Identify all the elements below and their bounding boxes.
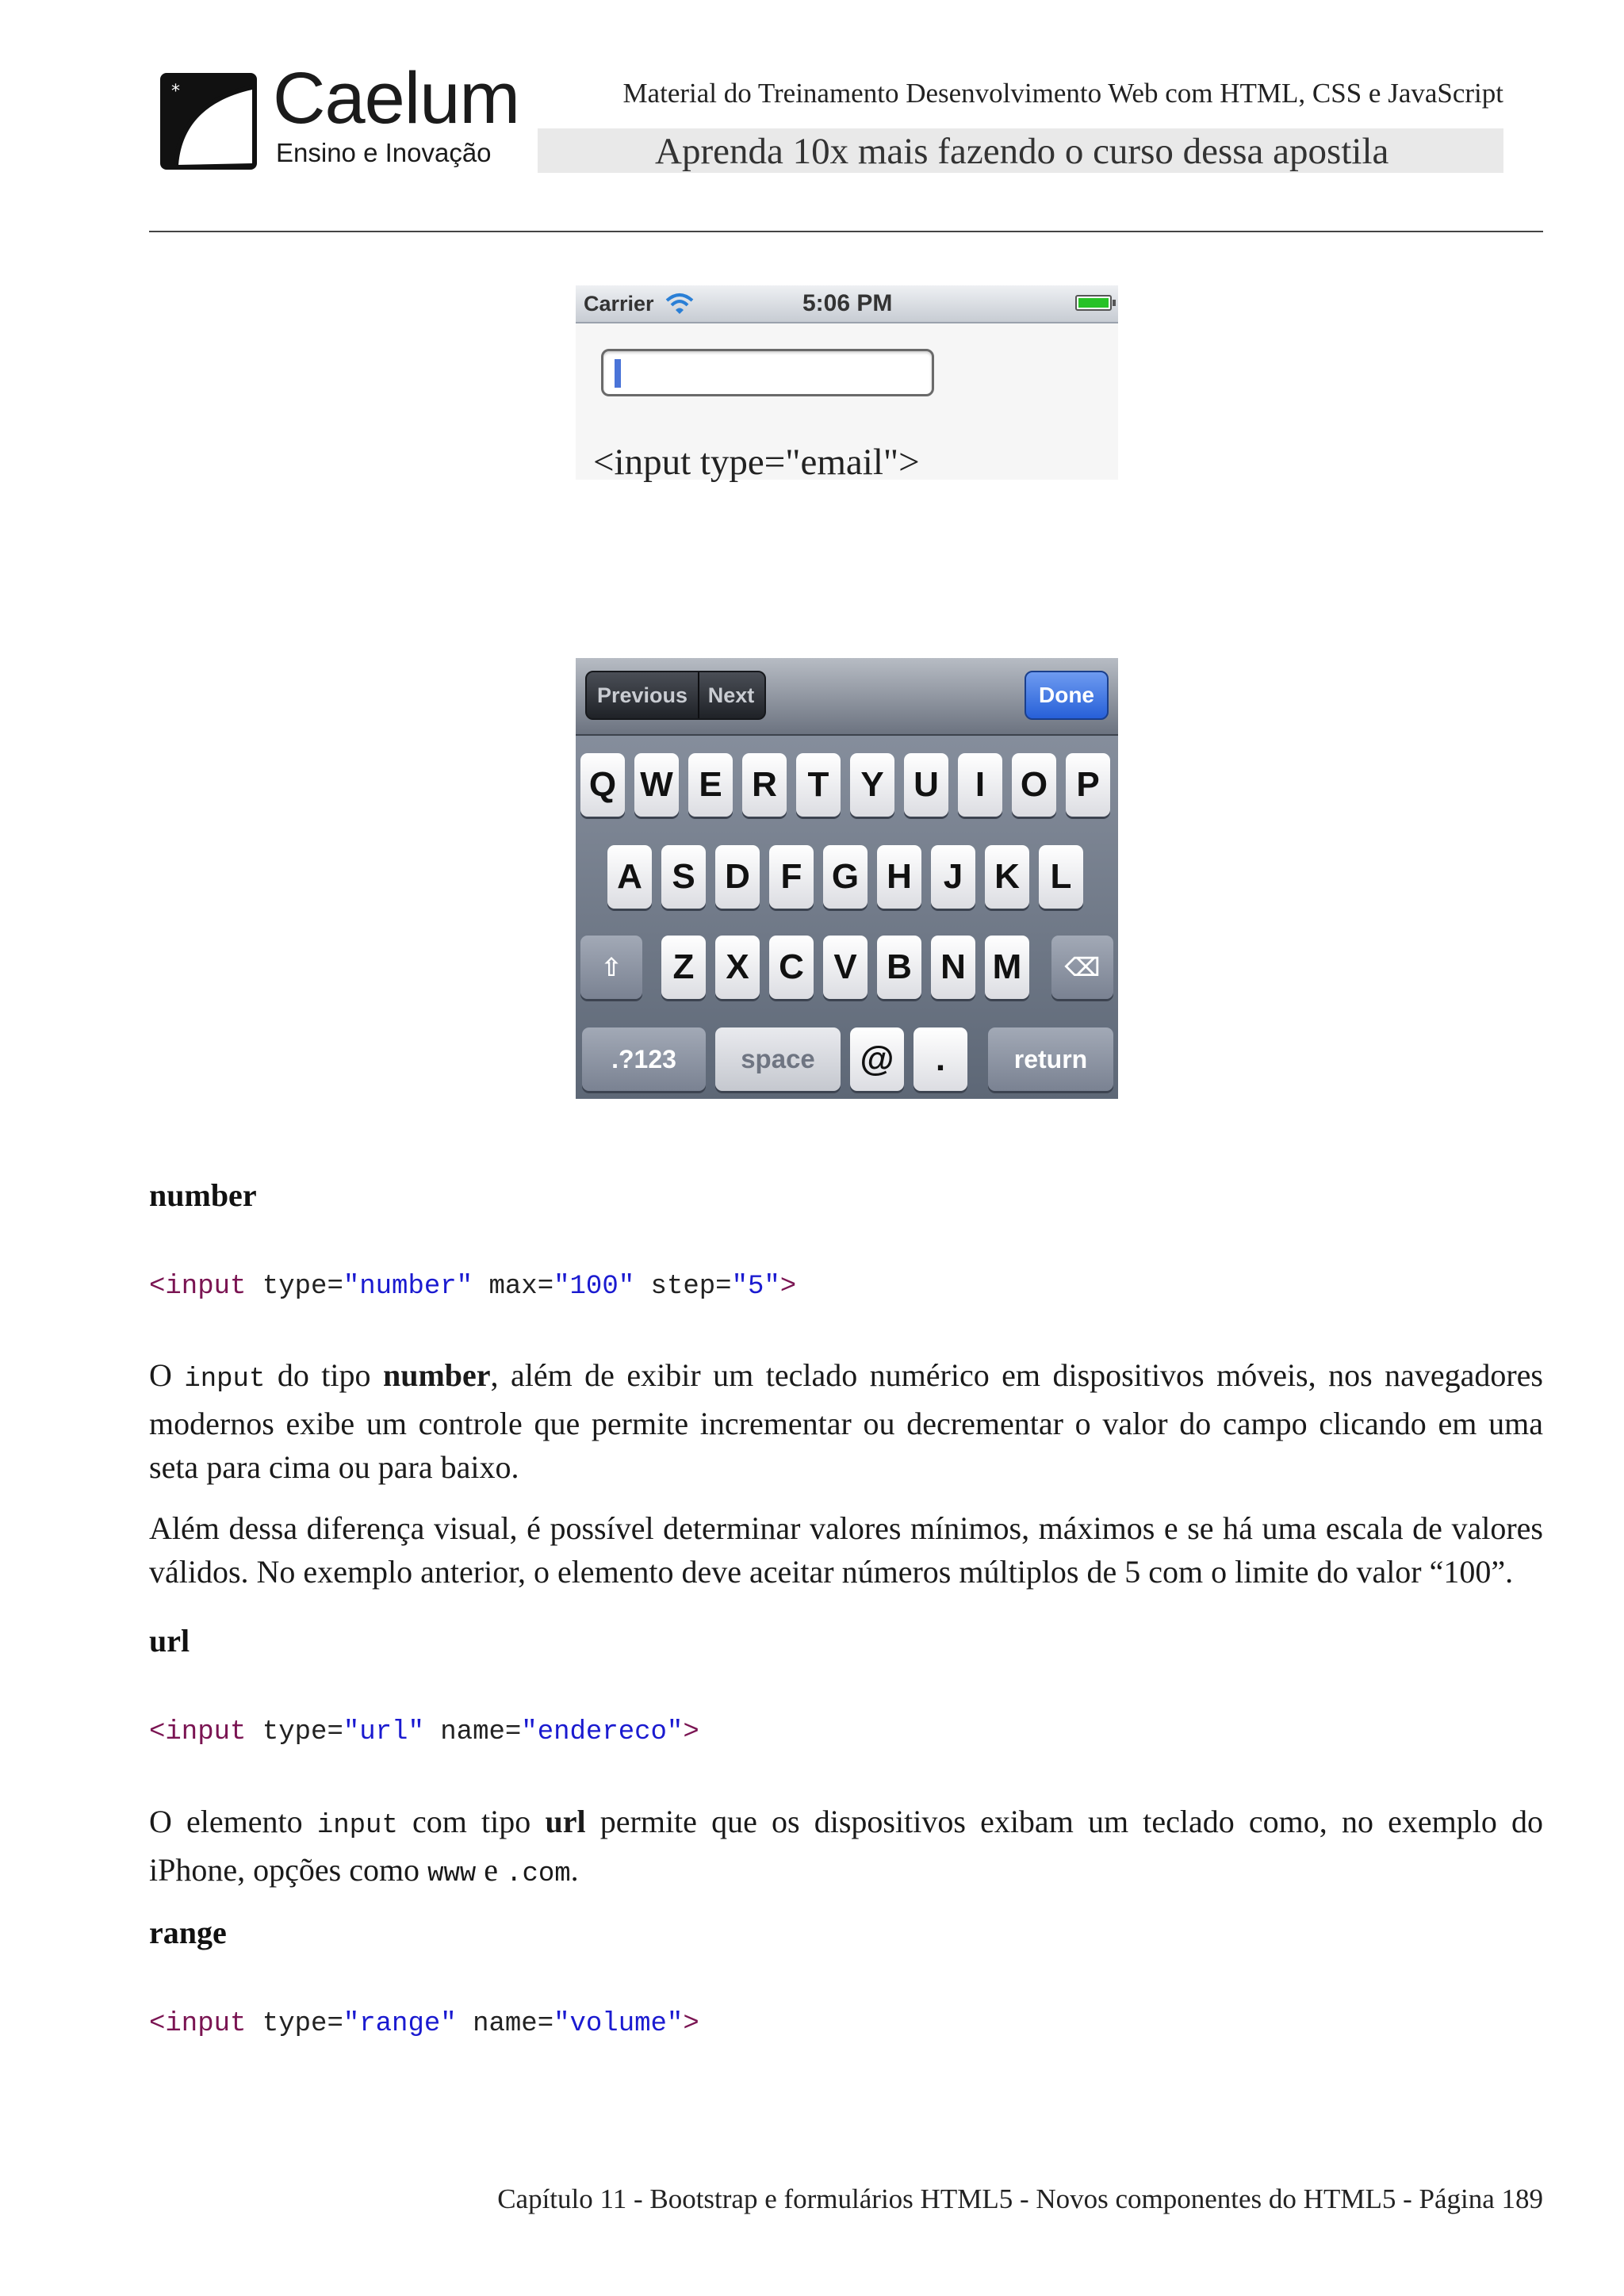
key-b[interactable]: B: [877, 936, 921, 999]
at-key[interactable]: @: [850, 1027, 904, 1091]
key-i[interactable]: I: [958, 753, 1002, 817]
key-w[interactable]: W: [634, 753, 679, 817]
caelum-logo-icon: [157, 70, 260, 173]
prev-next-segmented-control: [585, 671, 766, 720]
key-f[interactable]: F: [769, 845, 814, 909]
key-v[interactable]: V: [823, 936, 868, 999]
key-r[interactable]: R: [742, 753, 787, 817]
code-range: <input type="range" name="volume">: [149, 2009, 699, 2039]
return-key[interactable]: return: [988, 1027, 1113, 1091]
key-k[interactable]: K: [985, 845, 1029, 909]
paragraph-url: O elemento input com tipo url permite que os dispositivos exibam um teclado como, no exemplo do iPhone, opções como www e .com.: [149, 1804, 1544, 1889]
iphone-email-screenshot: [576, 285, 1118, 483]
key-q[interactable]: Q: [580, 753, 625, 817]
shift-key-icon[interactable]: ⇧: [580, 936, 642, 999]
key-t[interactable]: T: [796, 753, 841, 817]
done-button[interactable]: Done: [1025, 671, 1109, 720]
previous-button[interactable]: Previous: [587, 672, 699, 718]
key-u[interactable]: U: [904, 753, 948, 817]
key-y[interactable]: Y: [850, 753, 894, 817]
keyboard-toolbar: [576, 658, 1118, 736]
key-c[interactable]: C: [769, 936, 814, 999]
ios-status-bar: [576, 285, 1118, 323]
text-cursor: [615, 359, 621, 388]
key-z[interactable]: Z: [661, 936, 706, 999]
svg-text:*: *: [171, 82, 180, 101]
key-n[interactable]: N: [931, 936, 975, 999]
email-input-field[interactable]: [601, 349, 934, 396]
delete-key-icon[interactable]: ⌫: [1051, 936, 1113, 999]
key-a[interactable]: A: [607, 845, 652, 909]
key-x[interactable]: X: [715, 936, 760, 999]
carrier-label: Carrier: [584, 292, 654, 316]
material-title: Material do Treinamento Desenvolvimento Web com HTML, CSS e JavaScript: [622, 78, 1503, 109]
key-m[interactable]: M: [985, 936, 1029, 999]
clock-time: 5:06 PM: [802, 290, 893, 316]
email-input-caption: <input type="email">: [593, 442, 920, 483]
dot-key[interactable]: .: [914, 1027, 967, 1091]
page-footer: Capítulo 11 - Bootstrap e formulários HTML5 - Novos componentes do HTML5 - Página 189: [497, 2183, 1543, 2214]
key-s[interactable]: S: [661, 845, 706, 909]
heading-url: url: [149, 1623, 190, 1659]
header-divider: [149, 231, 1543, 232]
key-j[interactable]: J: [931, 845, 975, 909]
logo-tagline: Ensino e Inovação: [276, 138, 492, 167]
key-l[interactable]: L: [1039, 845, 1083, 909]
paragraph-number-2: Além dessa diferença visual, é possível determinar valores mínimos, máximos e se há uma escala de valores válidos. No exemplo anterior, o elemento deve aceitar números múltiplos de 5 com o limite do valor “100”.: [149, 1510, 1543, 1590]
next-button[interactable]: Next: [707, 683, 755, 707]
heading-number: number: [149, 1177, 257, 1213]
key-o[interactable]: O: [1012, 753, 1056, 817]
code-url: <input type="url" name="endereco">: [149, 1717, 699, 1747]
wifi-icon: [665, 292, 695, 316]
battery-icon: [1075, 295, 1112, 311]
code-number: <input type="number" max="100" step="5">: [149, 1272, 797, 1302]
key-g[interactable]: G: [823, 845, 868, 909]
heading-range: range: [149, 1915, 227, 1950]
promo-banner-text: Aprenda 10x mais fazendo o curso dessa apostila: [655, 131, 1389, 172]
logo-wordmark: Caelum: [273, 58, 520, 139]
paragraph-number-1: O input do tipo number, além de exibir um teclado numérico em dispositivos móveis, nos navegadores modernos exibe um controle que permite incrementar ou decrementar o valor do campo clicando em uma seta para cima ou para baixo.: [149, 1357, 1544, 1485]
numbers-key[interactable]: .?123: [582, 1027, 706, 1091]
promo-banner: [538, 128, 1503, 173]
key-d[interactable]: D: [715, 845, 760, 909]
key-h[interactable]: H: [877, 845, 921, 909]
space-key[interactable]: space: [715, 1027, 841, 1091]
key-e[interactable]: E: [688, 753, 733, 817]
iphone-email-keyboard: [576, 658, 1118, 1099]
key-p[interactable]: P: [1066, 753, 1110, 817]
